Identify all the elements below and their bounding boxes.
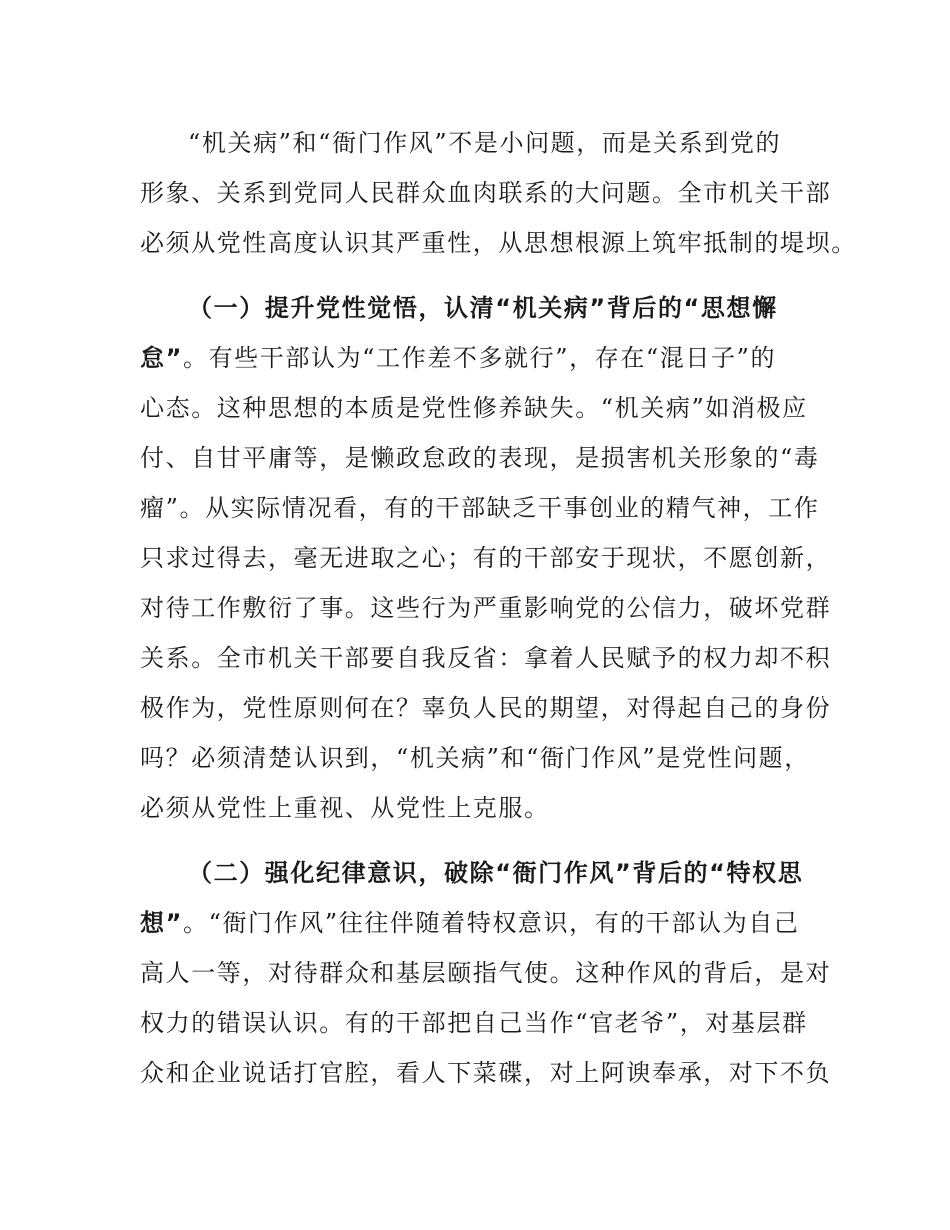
text-line: 必须从党性高度认识其严重性，从思想根源上筑牢抵制的堤坝。 bbox=[140, 229, 857, 257]
text-line: 瘤”。从实际情况看，有的干部缺乏干事创业的精气神，工作 bbox=[140, 494, 820, 522]
text-line bbox=[140, 903, 800, 943]
text-line: 形象、关系到党同人民群众血肉联系的大问题。全市机关干部 bbox=[140, 179, 832, 207]
text-line: “机关病”和“衙门作风”不是小问题，而是关系到党的 bbox=[188, 129, 782, 157]
text-line: 必须从党性上重视、从党性上克服。 bbox=[140, 794, 550, 822]
text-line: 付、自甘平庸等，是懒政怠政的表现，是损害机关形象的“毒 bbox=[140, 444, 820, 472]
section-2-heading: （二）强化纪律意识，破除“衙门作风”背后的“特权思 bbox=[188, 859, 804, 887]
section-2-heading-end: 想” bbox=[140, 909, 183, 937]
text-line: 权力的错误认识。有的干部把自己当作“官老爷”，对基层群 bbox=[140, 1009, 808, 1037]
section-2-text-start: 。“衙门作风”往往伴随着特权意识，有的干部认为自己 bbox=[182, 909, 800, 937]
text-line: 高人一等，对待群众和基层颐指气使。这种作风的背后，是对 bbox=[140, 959, 832, 987]
text-line: 对待工作敷衍了事。这些行为严重影响党的公信力，破坏党群 bbox=[140, 594, 832, 622]
text-line: 只求过得去，毫无进取之心；有的干部安于现状，不愿创新， bbox=[140, 544, 832, 572]
text-line: 极作为，党性原则何在？辜负人民的期望，对得起自己的身份 bbox=[140, 694, 832, 722]
section-1-heading-end: 怠” bbox=[140, 344, 183, 372]
text-line bbox=[140, 338, 776, 378]
text-line: 众和企业说话打官腔，看人下菜碟，对上阿谀奉承，对下不负 bbox=[140, 1059, 832, 1087]
text-line: 心态。这种思想的本质是党性修养缺失。“机关病”如消极应 bbox=[140, 394, 808, 422]
text-line: 吗？必须清楚认识到，“机关病”和“衙门作风”是党性问题， bbox=[140, 744, 810, 772]
section-1-heading: （一）提升党性觉悟，认清“机关病”背后的“思想懈 bbox=[188, 294, 778, 322]
text-line: 关系。全市机关干部要自我反省：拿着人民赋予的权力却不积 bbox=[140, 644, 832, 672]
section-1-text-start: 。有些干部认为“工作差不多就行”，存在“混日子”的 bbox=[182, 344, 777, 372]
